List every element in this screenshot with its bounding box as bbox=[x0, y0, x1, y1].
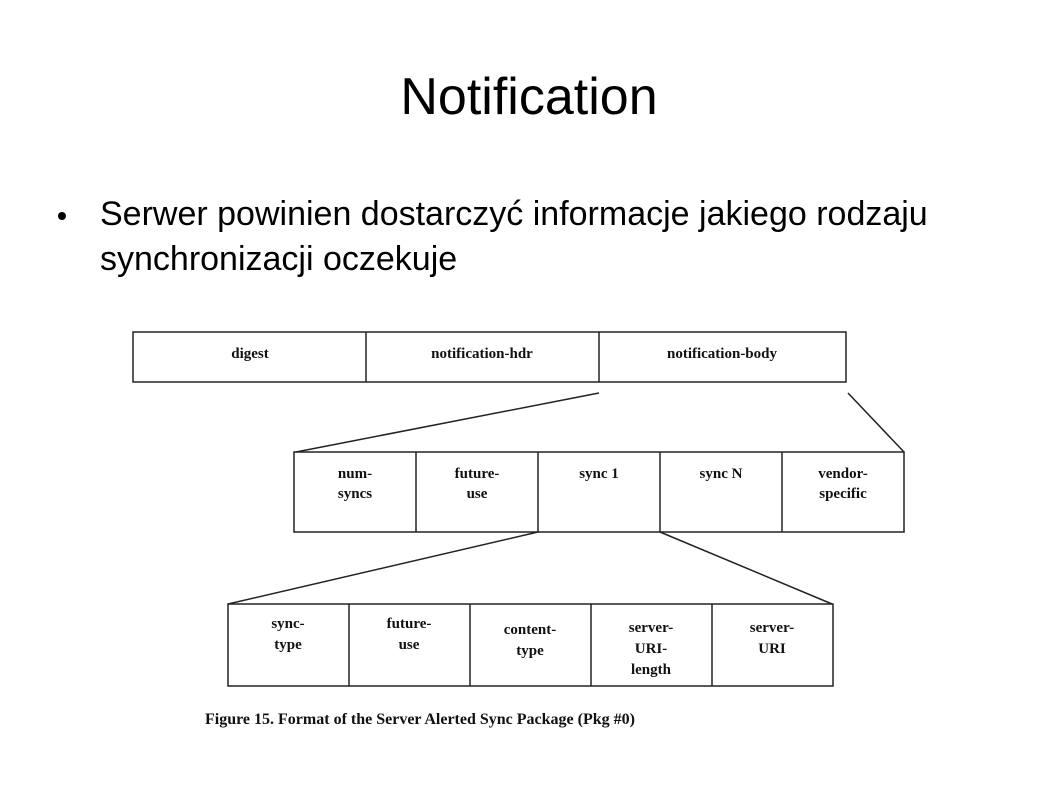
cell-content-type-line-2: type bbox=[516, 643, 544, 659]
cell-sync-1: sync 1 bbox=[579, 466, 619, 482]
cell-num-syncs-line-2: syncs bbox=[337, 486, 373, 502]
cell-sync-n: sync N bbox=[699, 466, 743, 482]
cell-server-uri-line-1: server- bbox=[749, 620, 795, 636]
cell-server-uri-length-line-3: length bbox=[630, 662, 672, 678]
cell-digest: digest bbox=[231, 346, 269, 362]
expansion-line bbox=[228, 532, 538, 604]
cell-vendor-specific-line-2: specific bbox=[819, 486, 867, 502]
cell-server-uri-line-2: URI bbox=[758, 641, 786, 657]
cell-sync-type-line-1: sync- bbox=[271, 616, 305, 632]
cell-notification-body: notification-body bbox=[666, 346, 778, 362]
slide-title: Notification bbox=[400, 68, 658, 126]
cell-sync-type-line-2: type bbox=[274, 637, 302, 653]
expansion-line bbox=[296, 393, 599, 452]
cell-server-uri-length-line-2: URI- bbox=[634, 641, 668, 657]
cell-future-use-line-2: use bbox=[466, 486, 488, 502]
cell-notification-hdr: notification-hdr bbox=[431, 346, 533, 362]
row-2 bbox=[294, 452, 904, 532]
expansion-line bbox=[848, 393, 904, 452]
cell-server-uri-length-line-1: server- bbox=[628, 620, 674, 636]
figure-caption: Figure 15. Format of the Server Alerted Sync Package (Pkg #0) bbox=[205, 711, 635, 728]
expansion-line bbox=[660, 532, 832, 604]
cell-vendor-specific-line-1: vendor- bbox=[818, 466, 868, 482]
row-2-frame bbox=[294, 452, 904, 532]
bullet-text: Serwer powinien dostarczyć informacje jakiego rodzaju synchronizacji oczekuje bbox=[100, 195, 928, 278]
cell-future-use-line-1: future- bbox=[454, 466, 500, 482]
cell-future-use-line-2: use bbox=[398, 637, 420, 653]
cell-content-type-line-1: content- bbox=[503, 622, 557, 638]
cell-num-syncs-line-1: num- bbox=[337, 466, 373, 482]
cell-future-use-line-1: future- bbox=[386, 616, 432, 632]
